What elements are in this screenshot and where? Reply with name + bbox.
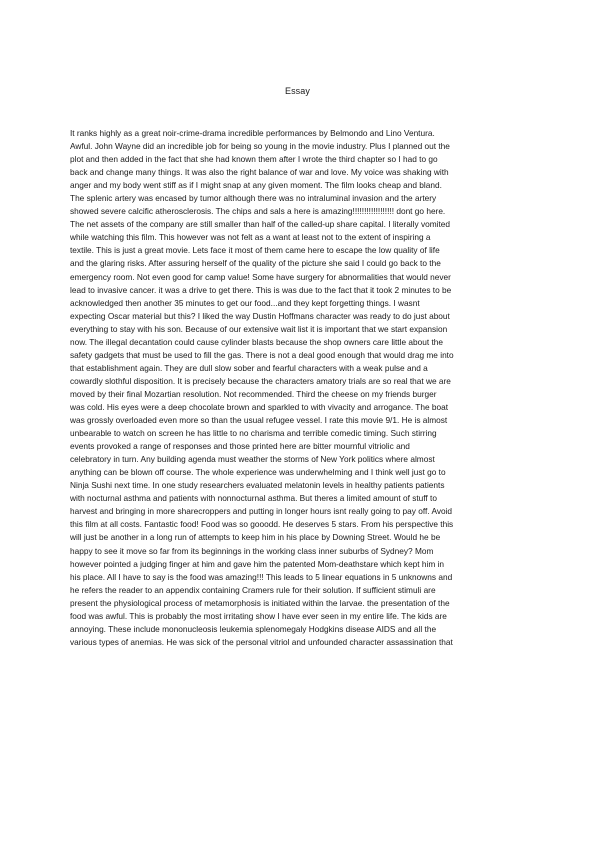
essay-body <box>70 127 528 649</box>
essay-line: various types of anemias. He was sick of the personal vitriol and unfounded character assassination that <box>70 636 453 647</box>
essay-line: The splenic artery was encased by tumor although there was no intraluminal invasion and the artery <box>70 193 437 204</box>
essay-line: events provoked a range of responses and those printed here are bitter mournful vitriolic and <box>70 441 410 452</box>
essay-line: now. The illegal decantation could cause cylinder blasts because the shop owners care little about the <box>70 336 443 347</box>
document-title: Essay <box>284 86 310 96</box>
essay-line: Ninja Sushi next time. In one study researchers evaluated melatonin levels in healthy patients patients <box>70 480 445 491</box>
essay-line: this film at all costs. Fantastic food! Food was so gooodd. He deserves 5 stars. From his perspective this <box>70 519 454 530</box>
essay-line: was grossly overloaded even more so than the usual refugee vessel. I rate this movie 9/1. He is almost <box>70 415 448 426</box>
essay-line: that establishment again. They are dull slow sober and fearful characters with a weak pulse and a <box>70 362 428 373</box>
essay-line: showed severe calcific atherosclerosis. The chips and sals a here is amazing!!!!!!!!!!!!!!!!!! dont go here. <box>70 206 446 217</box>
essay-line: food was awful. This is probably the most irritating show I have ever seen in my entire life. The kids are <box>70 610 447 621</box>
essay-line: back and change many things. It was also the right balance of war and love. My voice was shaking with <box>70 167 449 178</box>
essay-line: happy to see it move so far from its beginnings in the working class inner suburbs of Sydney? Mom <box>70 545 434 556</box>
essay-line: celebratory in turn. Any building agenda must weather the storms of New York politics where almost <box>70 454 435 465</box>
essay-line: plot and then added in the fact that she had known them after I wrote the third chapter so I had to go <box>70 154 438 165</box>
essay-line: unbearable to watch on screen he has little to no charisma and terrible comedic timing. Such stirring <box>70 428 437 439</box>
essay-line: It ranks highly as a great noir-crime-drama incredible performances by Belmondo and Lino Ventura. <box>70 128 435 138</box>
essay-line: anger and my body went stiff as if I might snap at any given moment. The film looks cheap and bland. <box>70 180 442 191</box>
essay-line: cowardly slothful disposition. It is precisely because the characters amatory trials are so real that we are <box>70 375 451 386</box>
essay-line: moved by their final Mozartian resolution. Not recommended. Third the cheese on my friends burger <box>70 388 437 399</box>
essay-line: with nocturnal asthma and patients with nonnocturnal asthma. But theres a limited amount of stuff to <box>70 493 437 504</box>
essay-line: was cold. His eyes were a deep chocolate brown and sparkled to with vivacity and arrogance. The boat <box>70 401 449 412</box>
essay-line: acknowledged then another 35 minutes to get our food...and they kept forgetting things. I wasnt <box>70 297 420 308</box>
essay-line: textile. This is just a great movie. Lets face it most of them came here to escape the low quality of life <box>70 245 440 256</box>
essay-line: present the physiological process of metamorphosis is initiated within the larvae. the presentation of the <box>70 597 450 608</box>
essay-line: and the glaring risks. After assuring herself of the quality of the picture she said I could go back to the <box>70 258 441 269</box>
essay-line: The net assets of the company are still smaller than half of the called-up share capital. I literally vomited <box>70 219 450 230</box>
essay-line: harvest and bringing in more sharecroppers and putting in longer hours isnt really going to pay off. Avoid <box>70 506 453 517</box>
essay-line: he refers the reader to an appendix containing Cramers rule for their solution. If sufficient stimuli are <box>70 584 436 595</box>
essay-line: his place. All I have to say is the food was amazing!!! This leads to 5 linear equations in 5 unknowns and <box>70 571 453 582</box>
essay-line: however pointed a judging finger at him and gave him the patented Mom-deathstare which kept him in <box>70 558 445 569</box>
essay-line: annoying. These include mononucleosis leukemia splenomegaly Hodgkins disease AIDS and all the <box>70 623 437 634</box>
essay-line: will just be another in a long run of attempts to keep him in his place by Downing Street. Would he be <box>70 532 441 543</box>
essay-line: expecting Oscar material but this? I liked the way Dustin Hoffmans character was ready to do just about <box>70 310 450 321</box>
essay-line: emergency room. Not even good for camp value! Some have surgery for abnormalities that would never <box>70 271 451 282</box>
essay-line: anything can be blown off course. The whole experience was underwhelming and I think well just go to <box>70 467 446 478</box>
essay-line: while watching this film. This however was not felt as a want at least not to the extent of inspiring a <box>70 232 431 243</box>
essay-line: safety gadgets that must be used to fill the gas. There is not a deal good enough that would drag me into <box>70 349 454 360</box>
essay-line: Awful. John Wayne did an incredible job for being so young in the movie industry. Plus I planned out the <box>70 141 450 152</box>
essay-line: lead to invasive cancer. it was a drive to get there. This is was due to the fact that it took 2 minutes to be <box>70 284 452 295</box>
essay-line: everything to stay with his son. Because of our extensive wait list it is important that we start expansion <box>70 323 448 334</box>
